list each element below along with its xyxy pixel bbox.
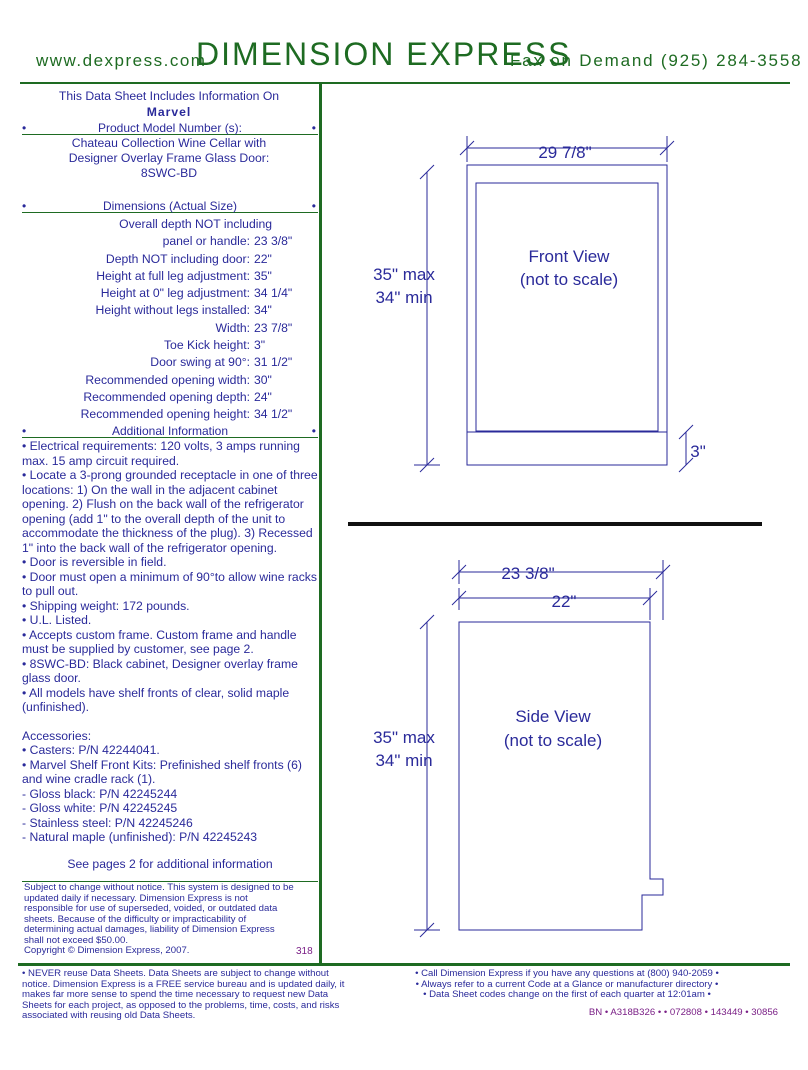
copyright: Copyright © Dimension Express, 2007. xyxy=(24,945,190,956)
accessory-item: - Gloss black: P/N 42245244 xyxy=(22,786,178,801)
intro-line: This Data Sheet Includes Information On xyxy=(58,89,280,103)
dimension-row: panel or handle: 23 3/8" xyxy=(162,234,293,249)
document-code: BN • A318B326 • • 072808 • 143449 • 30856 xyxy=(588,1007,778,1018)
dimension-row: Width: 23 7/8" xyxy=(215,320,293,335)
disclaimer-text: Subject to change without notice. This system is designed to be updated daily if necessary. Dimension Express is not responsible for use of superseded, voided, or outdated data sheets. Because of the difficulty or impracticability of determining actual damages, liability of Dimension Express shall not exceed $50.00. xyxy=(24,882,294,946)
model-number: 8SWC-BD xyxy=(140,166,198,180)
dimension-row: Depth NOT including door: 22" xyxy=(105,251,272,266)
side-height-min: 34" min xyxy=(375,751,433,770)
accessory-item: - Stainless steel: P/N 42245246 xyxy=(22,815,193,830)
accessory-item: • Marvel Shelf Front Kits: Prefinished shelf fronts (6) and wine cradle rack (1). xyxy=(22,757,302,786)
info-item: • U.L. Listed. xyxy=(22,613,92,627)
accessory-item: - Natural maple (unfinished): P/N 42245243 xyxy=(22,830,258,844)
dimension-row: Height without legs installed: 34" xyxy=(95,303,272,318)
side-view-title: Side View xyxy=(515,707,591,726)
drawings xyxy=(322,84,792,964)
footer-note: • Data Sheet codes change on the first of each quarter at 12:01am • xyxy=(423,989,711,1001)
dimension-row: Recommended opening height: 34 1/2" xyxy=(80,407,293,422)
accessories-title: Accessories: xyxy=(22,728,92,743)
footer-note: • Always refer to a current Code at a Glance or manufacturer directory • xyxy=(415,978,719,990)
accessory-item: - Gloss white: P/N 42245245 xyxy=(22,801,178,815)
toe-kick-label: 3" xyxy=(690,442,706,461)
footer-left-notice: • NEVER reuse Data Sheets. Data Sheets are subject to change without notice. Dimension Express is a FREE service bureau and is updated daily, it makes far more sense to spend the time necessary to request new Data Sheets for each project, as opposed to the problems, time, costs, and risks associated with reusing old Data Sheets. xyxy=(22,968,345,1022)
model-line: Designer Overlay Frame Glass Door: xyxy=(68,151,270,165)
brand-name: Marvel xyxy=(146,105,192,119)
info-item: • Locate a 3-prong grounded receptacle in one of three locations: 1) On the wall in the adjacent cabinet opening. 2) Flush on the back wall of the refrigerator opening (add 1" to the overall depth of the unit to accommodate the thickness of the plug). 3) Recessed 1" into the back wall of the refrigerator opening. xyxy=(22,468,318,555)
footer-rule xyxy=(18,963,790,966)
side-view-subtitle: (not to scale) xyxy=(503,731,603,750)
info-item: • Door must open a minimum of 90°to allow wine racks to pull out. xyxy=(22,569,317,598)
dimension-row: Recommended opening width: 30" xyxy=(85,372,272,387)
model-description xyxy=(20,136,318,181)
dimensions-section-heading: • Dimensions (Actual Size) • xyxy=(22,199,316,213)
company-name: DIMENSION EXPRESS xyxy=(196,36,572,72)
front-width-label: 29 7/8" xyxy=(538,143,592,162)
info-item: • Electrical requirements: 120 volts, 3 amps running max. 15 amp circuit required. xyxy=(22,439,300,468)
info-item: • Door is reversible in field. xyxy=(22,555,167,569)
disclaimer xyxy=(24,883,294,957)
dimensions-table xyxy=(20,216,318,424)
dimension-row: Recommended opening depth: 24" xyxy=(83,389,272,404)
website-url[interactable]: www.dexpress.com xyxy=(36,51,207,70)
front-view-subtitle: (not to scale) xyxy=(519,270,619,289)
side-depth-label: 22" xyxy=(551,592,577,611)
info-item: • All models have shelf fronts of clear, solid maple (unfinished). xyxy=(22,685,290,714)
accessory-item: • Casters: P/N 42244041. xyxy=(22,743,160,757)
dimension-row: Door swing at 90°: 31 1/2" xyxy=(150,355,293,370)
additional-section-heading: • Additional Information • xyxy=(22,424,316,438)
fax-number: Fax on Demand (925) 284-3558 xyxy=(510,51,803,70)
door-outline xyxy=(476,183,658,431)
see-pages-note: See pages 2 for additional information xyxy=(67,856,273,871)
info-item: • 8SWC-BD: Black cabinet, Designer overlay frame glass door. xyxy=(22,656,298,685)
footer-right-notes xyxy=(402,969,732,1001)
info-item: • Shipping weight: 172 pounds. xyxy=(22,598,190,613)
front-view-drawing xyxy=(414,136,693,472)
dimension-row: Height at full leg adjustment: 35" xyxy=(96,268,272,283)
front-height-max: 35" max xyxy=(373,265,435,284)
page-code: 318 xyxy=(296,946,313,957)
dimension-row: Toe Kick height: 3" xyxy=(163,338,266,353)
views-divider xyxy=(348,522,762,526)
dimension-row: Height at 0" leg adjustment: 34 1/4" xyxy=(100,286,293,301)
front-height-min: 34" min xyxy=(375,288,433,307)
additional-info xyxy=(22,439,318,871)
model-line: Chateau Collection Wine Cellar with xyxy=(71,136,267,150)
side-overall-depth-label: 23 3/8" xyxy=(501,564,555,583)
cabinet-side-outline xyxy=(459,622,663,930)
front-view-title: Front View xyxy=(528,247,610,266)
footer-note: • Call Dimension Express if you have any questions at (800) 940-2059 • xyxy=(415,968,719,979)
dimension-row: Overall depth NOT including xyxy=(119,217,272,231)
model-section-heading: • Product Model Number (s): • xyxy=(22,121,316,135)
info-item: • Accepts custom frame. Custom frame and handle must be supplied by customer, see page 2. xyxy=(22,627,297,656)
side-height-max: 35" max xyxy=(373,728,435,747)
cabinet-outline xyxy=(467,165,667,465)
